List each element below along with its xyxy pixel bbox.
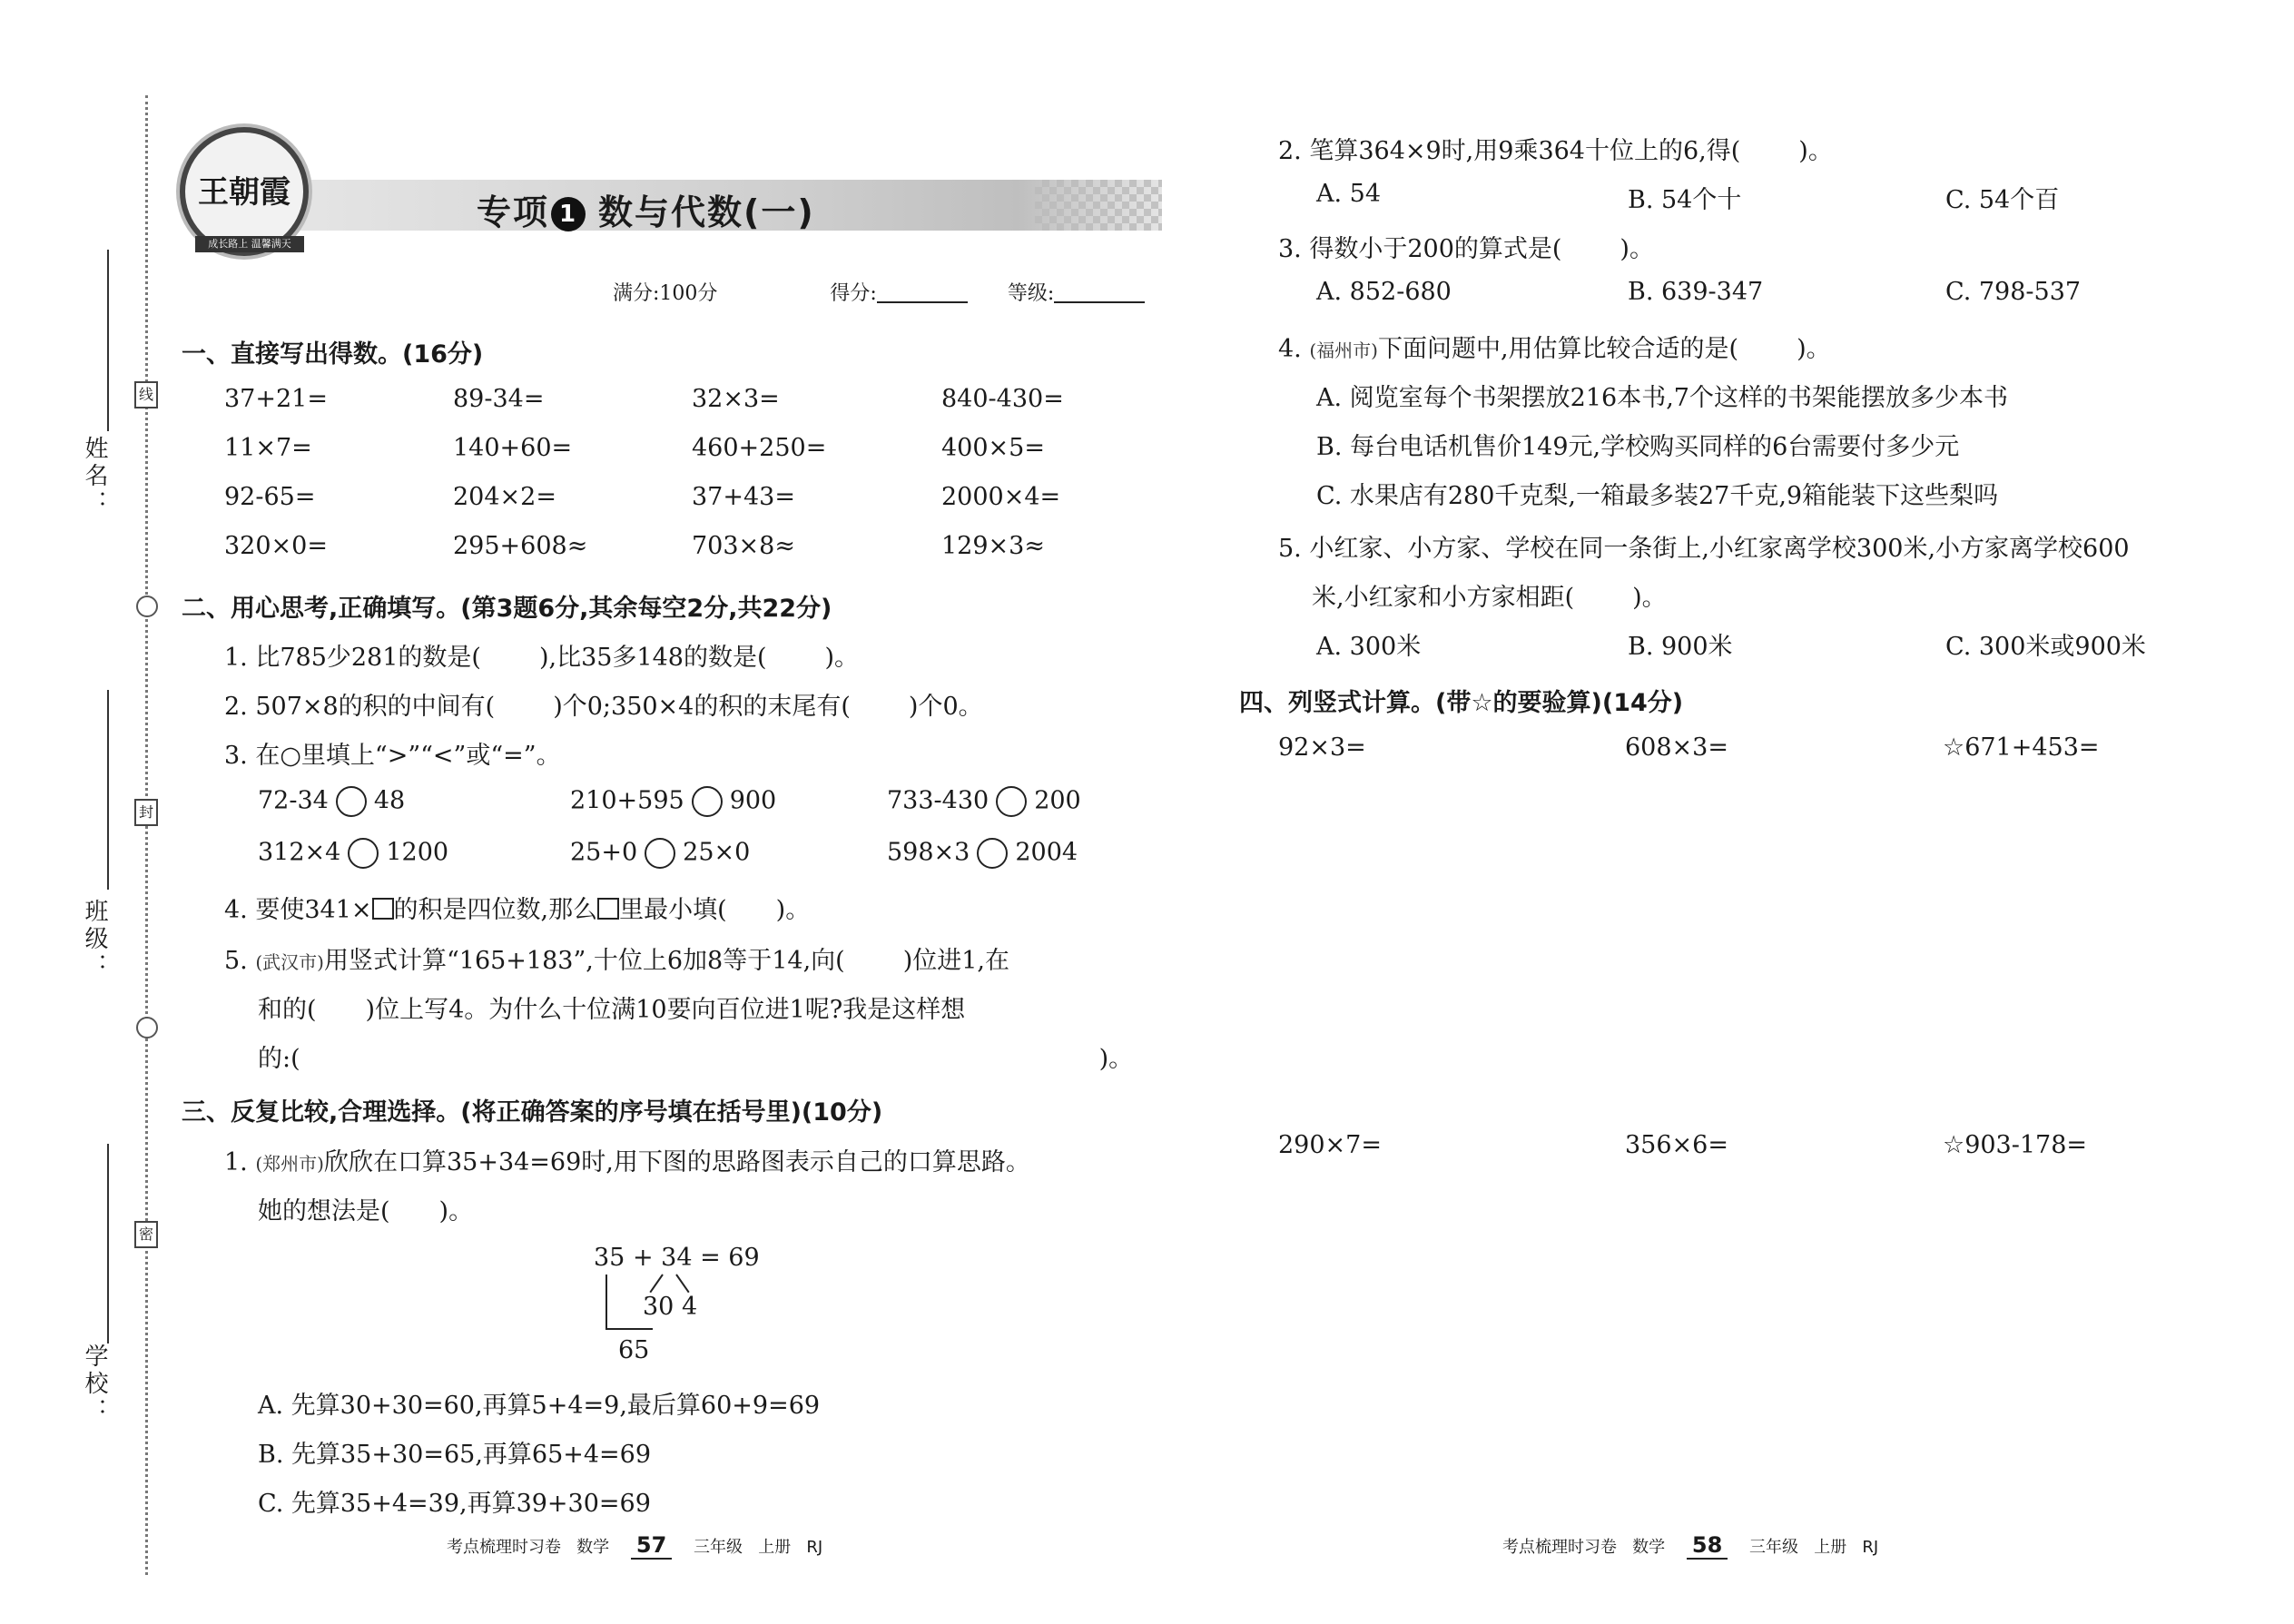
option-item: B. 先算35+30=65,再算65+4=69 bbox=[258, 1441, 652, 1469]
calc-item: 129×3≈ bbox=[941, 532, 1045, 560]
calc-item: 140+60= bbox=[453, 434, 573, 462]
s3-question-5: 5. 小红家、小方家、学校在同一条街上,小红家离学校300米,小方家离学校600 bbox=[1278, 535, 2130, 563]
compare-right: 25×0 bbox=[683, 838, 751, 867]
compare-item bbox=[570, 838, 750, 869]
diagram-line bbox=[605, 1328, 653, 1330]
section3-heading: 三、反复比较,合理选择。(将正确答案的序号填在括号里)(10分) bbox=[182, 1098, 883, 1127]
calc-item: 295+608≈ bbox=[453, 532, 588, 560]
binding-dotted-line bbox=[145, 95, 148, 1575]
diagram-line bbox=[649, 1274, 663, 1293]
s2-question-5-line3: 的:( )。 bbox=[258, 1045, 1134, 1073]
compare-item bbox=[887, 786, 1081, 817]
option-item: C. 先算35+4=39,再算39+30=69 bbox=[258, 1490, 651, 1518]
calc-item: 32×3= bbox=[692, 385, 780, 413]
region-tag: (福州市) bbox=[1309, 340, 1378, 361]
s3-question-1: 1. (郑州市)欣欣在口算35+34=69时,用下图的思路图表示自己的口算思路。 bbox=[224, 1148, 1030, 1176]
vertical-calc-item: 608×3= bbox=[1625, 733, 1728, 762]
score-label: 得分: bbox=[830, 282, 877, 305]
s2-question-2: 2. 507×8的积的中间有( )个0;350×4的积的末尾有( )个0。 bbox=[224, 693, 983, 721]
compare-right: 200 bbox=[1034, 786, 1081, 815]
section2-heading: 二、用心思考,正确填写。(第3题6分,其余每空2分,共22分) bbox=[182, 595, 832, 623]
compare-circle-icon[interactable] bbox=[996, 786, 1027, 817]
calc-item: 2000×4= bbox=[941, 483, 1061, 511]
logo-ribbon: 成长路上 温馨满天 bbox=[195, 236, 304, 252]
grade-field[interactable] bbox=[1054, 278, 1145, 303]
binding-hole-icon bbox=[136, 1017, 158, 1038]
compare-left: 210+595 bbox=[570, 786, 684, 815]
calc-item: 89-34= bbox=[453, 385, 545, 413]
footer-left: 考点梳理时习卷 数学 57 三年级 上册 RJ bbox=[447, 1532, 823, 1558]
title-main: 数与代数(一) bbox=[598, 192, 815, 232]
compare-circle-icon[interactable] bbox=[336, 786, 367, 817]
compare-left: 733-430 bbox=[887, 786, 989, 815]
calc-item: 204×2= bbox=[453, 483, 556, 511]
page-number: 57 bbox=[631, 1532, 672, 1560]
section1-heading: 一、直接写出得数。(16分) bbox=[182, 340, 484, 369]
calc-item: 320×0= bbox=[224, 532, 328, 560]
school-write-line bbox=[107, 1144, 109, 1343]
title-number-badge: 1 bbox=[551, 197, 586, 231]
s3-question-3: 3. 得数小于200的算式是( )。 bbox=[1278, 235, 1654, 263]
vertical-calc-item: 356×6= bbox=[1625, 1131, 1728, 1159]
option-item: A. 300米 bbox=[1316, 633, 1422, 661]
vertical-calc-item: ☆671+453= bbox=[1943, 733, 2100, 762]
compare-left: 25+0 bbox=[570, 838, 638, 867]
compare-circle-icon[interactable] bbox=[977, 838, 1008, 869]
score-bar bbox=[613, 278, 1145, 306]
calc-item: 400×5= bbox=[941, 434, 1045, 462]
title-prefix: 专项 bbox=[477, 192, 550, 232]
calc-item: 92-65= bbox=[224, 483, 316, 511]
s2-question-5: 5. (武汉市)用竖式计算“165+183”,十位上6加8等于14,向( )位进1,在 bbox=[224, 947, 1009, 975]
name-label: 姓名： bbox=[81, 436, 108, 517]
binding-box-xian: 线 bbox=[134, 381, 158, 408]
square-box-icon bbox=[597, 898, 619, 920]
compare-left: 598×3 bbox=[887, 838, 970, 867]
s2-question-5-line2: 和的( )位上写4。为什么十位满10要向百位进1呢?我是这样想 bbox=[258, 996, 966, 1024]
vertical-calc-item: 290×7= bbox=[1278, 1131, 1382, 1159]
footer-right: 考点梳理时习卷 数学 58 三年级 上册 RJ bbox=[1502, 1532, 1879, 1558]
s3-question-1-line2: 她的想法是( )。 bbox=[258, 1197, 474, 1225]
compare-item bbox=[570, 786, 776, 817]
option-item: A. 阅览室每个书架摆放216本书,7个这样的书架能摆放多少本书 bbox=[1316, 384, 2008, 412]
option-item: C. 300米或900米 bbox=[1945, 633, 2146, 661]
calc-item: 840-430= bbox=[941, 385, 1064, 413]
school-label: 学校： bbox=[81, 1343, 108, 1425]
page-title bbox=[477, 184, 815, 234]
binding-box-mi: 密 bbox=[134, 1221, 158, 1248]
s3-question-2: 2. 笔算364×9时,用9乘364十位上的6,得( )。 bbox=[1278, 137, 1833, 165]
section4-heading: 四、列竖式计算。(带☆的要验算)(14分) bbox=[1239, 689, 1684, 717]
class-label: 班级： bbox=[81, 899, 108, 980]
region-tag: (武汉市) bbox=[255, 951, 324, 973]
option-item: B. 54个十 bbox=[1628, 186, 1742, 214]
compare-right: 48 bbox=[373, 786, 406, 815]
compare-circle-icon[interactable] bbox=[348, 838, 379, 869]
s2-question-4: 4. 要使341× 的积是四位数,那么 里最小填( )。 bbox=[224, 896, 811, 924]
diagram-line bbox=[605, 1275, 607, 1329]
calc-item: 37+43= bbox=[692, 483, 795, 511]
diagram-equation: 35 + 34 = 69 bbox=[594, 1244, 760, 1272]
calc-item: 37+21= bbox=[224, 385, 328, 413]
s2-question-1: 1. 比785少281的数是( ),比35多148的数是( )。 bbox=[224, 644, 860, 672]
diagram-partial: 65 bbox=[618, 1336, 650, 1364]
vertical-calc-item: ☆903-178= bbox=[1943, 1131, 2088, 1159]
binding-box-feng: 封 bbox=[134, 799, 158, 826]
compare-left: 312×4 bbox=[258, 838, 341, 867]
binding-hole-icon bbox=[136, 595, 158, 617]
s2-question-3: 3. 在○里填上“>”“<”或“=”。 bbox=[224, 742, 561, 770]
score-field[interactable] bbox=[877, 278, 968, 303]
compare-right: 1200 bbox=[386, 838, 449, 867]
grade-label: 等级: bbox=[1007, 282, 1055, 305]
full-score: 满分:100分 bbox=[613, 282, 718, 305]
option-item: C. 798-537 bbox=[1945, 278, 2082, 306]
compare-item bbox=[258, 786, 405, 817]
option-item: A. 852-680 bbox=[1316, 278, 1452, 306]
compare-item bbox=[258, 838, 448, 869]
class-write-line bbox=[107, 690, 109, 890]
calc-item: 11×7= bbox=[224, 434, 312, 462]
s3-question-5-line2: 米,小红家和小方家相距( )。 bbox=[1312, 584, 1667, 612]
option-item: C. 水果店有280千克梨,一箱最多装27千克,9箱能装下这些梨吗 bbox=[1316, 482, 1999, 510]
option-item: B. 639-347 bbox=[1628, 278, 1764, 306]
option-item: A. 先算30+30=60,再算5+4=9,最后算60+9=69 bbox=[258, 1392, 821, 1420]
page-number: 58 bbox=[1687, 1532, 1728, 1560]
s3-question-4: 4. (福州市)下面问题中,用估算比较合适的是( )。 bbox=[1278, 335, 1831, 363]
compare-circle-icon[interactable] bbox=[645, 838, 675, 869]
calc-item: 460+250= bbox=[692, 434, 827, 462]
option-item: B. 每台电话机售价149元,学校购买同样的6台需要付多少元 bbox=[1316, 433, 1960, 461]
compare-left: 72-34 bbox=[258, 786, 329, 815]
compare-circle-icon[interactable] bbox=[692, 786, 723, 817]
diagram-line bbox=[675, 1274, 689, 1293]
logo-text: 王朝霞 bbox=[198, 174, 290, 211]
compare-right: 2004 bbox=[1015, 838, 1078, 867]
option-item: C. 54个百 bbox=[1945, 186, 2060, 214]
option-item: B. 900米 bbox=[1628, 633, 1733, 661]
banner-pattern bbox=[1035, 180, 1162, 231]
vertical-calc-item: 92×3= bbox=[1278, 733, 1366, 762]
calc-item: 703×8≈ bbox=[692, 532, 795, 560]
diagram-split: 30 4 bbox=[643, 1293, 698, 1321]
name-write-line bbox=[107, 250, 109, 431]
compare-right: 900 bbox=[729, 786, 777, 815]
square-box-icon bbox=[372, 898, 394, 920]
compare-item bbox=[887, 838, 1078, 869]
region-tag: (郑州市) bbox=[255, 1153, 324, 1175]
option-item: A. 54 bbox=[1316, 180, 1382, 208]
